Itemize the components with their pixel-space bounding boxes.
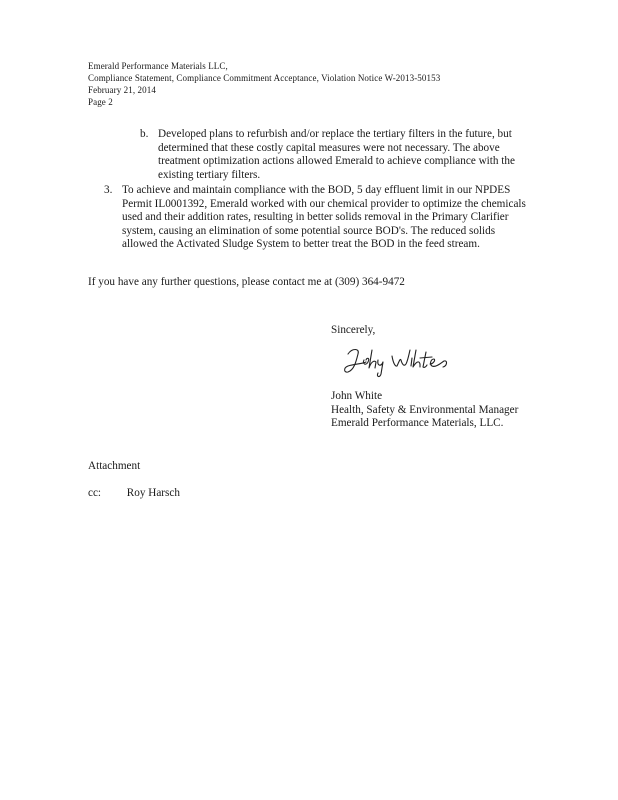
- list-text: To achieve and maintain compliance with the BOD, 5 day effluent limit in our NPDES Permit IL0001392, Emerald worked with our chemical provider to optimize the chemicals used and their addition rates, resulting in better solids removal in the Primary Clarifier system, causing an elimination of some potential source BOD's. The reduced solids allowed the Activated Sludge System to better treat the BOD in the feed stream.: [122, 184, 526, 251]
- header-subject: Compliance Statement, Compliance Commitment Acceptance, Violation Notice W-2013-50153: [88, 73, 441, 83]
- salutation: Sincerely,: [331, 324, 376, 336]
- header-date: February 21, 2014: [88, 85, 156, 95]
- signer-block: [331, 390, 518, 431]
- handwritten-signature: [340, 340, 460, 380]
- sub-list-text: Developed plans to refurbish and/or replace the tertiary filters in the future, but determined that these costly capital measures were not necessary. The above treatment optimization actions allowed Emerald to achieve compliance with the existing tertiary filters.: [158, 128, 515, 181]
- signer-company: Emerald Performance Materials, LLC.: [331, 417, 504, 430]
- signer-title: Health, Safety & Environmental Manager: [331, 403, 519, 416]
- cc-line: [88, 487, 180, 499]
- cc-recipient: Roy Harsch: [126, 487, 180, 499]
- header-page-number: Page 2: [88, 97, 113, 107]
- letter-header: [88, 60, 440, 108]
- header-company: Emerald Performance Materials LLC,: [88, 61, 228, 71]
- attachment-note: Attachment: [88, 460, 141, 472]
- list-marker: 3.: [104, 184, 113, 196]
- signer-name: John White: [331, 390, 383, 402]
- sub-list-marker: b.: [140, 128, 149, 140]
- sub-list-item-b: [140, 128, 530, 182]
- contact-line: If you have any further questions, please contact me at (309) 364-9472: [88, 276, 405, 288]
- list-item-3: [104, 184, 530, 252]
- signature-text: John White: [340, 340, 345, 341]
- cc-label: cc:: [88, 487, 102, 499]
